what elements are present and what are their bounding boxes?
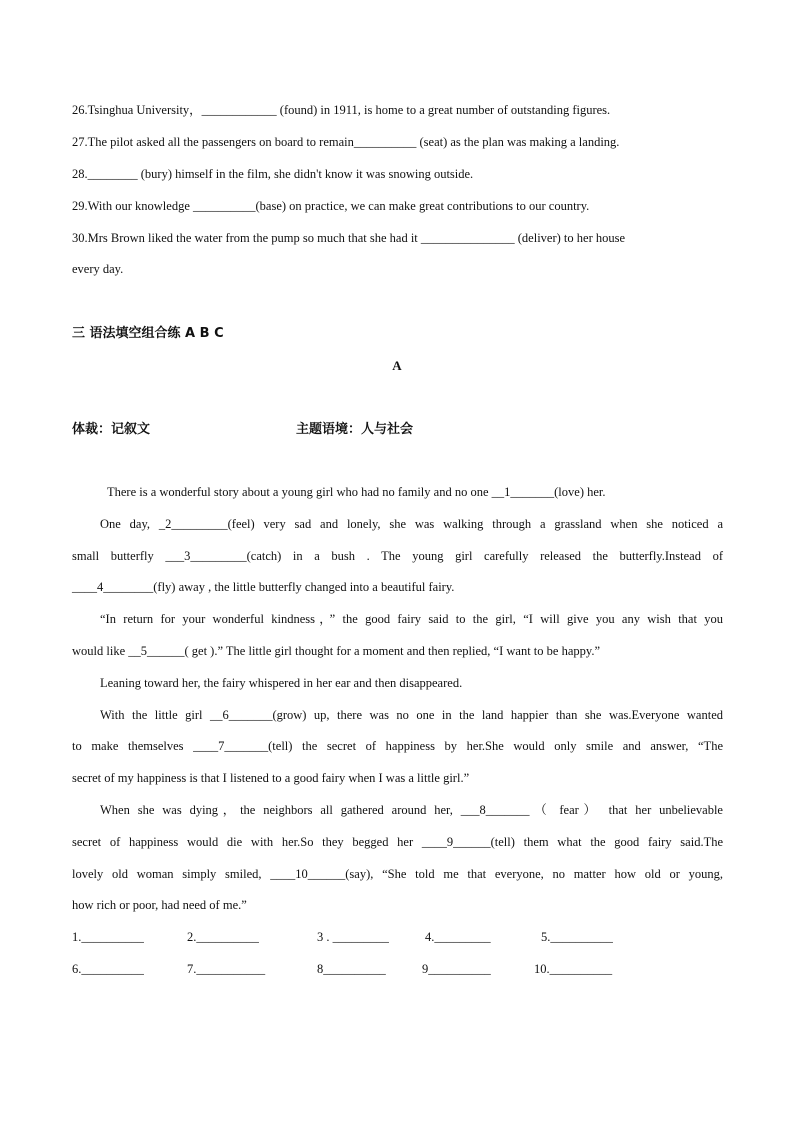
passage-line-1: There is a wonderful story about a young girl who had no family and no one __1_______(love) her. — [107, 485, 606, 499]
passage-line-12: secret of happiness would die with her.So they begged her ____9______(tell) them what the good fairy said.The — [72, 835, 723, 849]
passage-line-4: ____4________(fly) away , the little butterfly changed into a beautiful fairy. — [72, 580, 455, 594]
answer-blank-4[interactable]: 4._________ — [425, 930, 491, 944]
exercise-29: 29.With our knowledge __________(base) on practice, we can make great contributions to our country. — [72, 199, 590, 213]
passage-line-2: One day, _2_________(feel) very sad and lonely, she was walking through a grassland when she noticed a — [100, 517, 723, 531]
passage-line-3: small butterfly ___3_________(catch) in a bush . The young girl carefully released the butterfly.Instead of — [72, 549, 723, 563]
answer-blank-8[interactable]: 8__________ — [317, 962, 386, 976]
exercise-27: 27.The pilot asked all the passengers on board to remain__________ (seat) as the plan was making a landing. — [72, 135, 620, 149]
answer-blank-1[interactable]: 1.__________ — [72, 930, 144, 944]
passage-line-10: secret of my happiness is that I listened to a good fairy when I was a little girl.” — [72, 771, 470, 785]
answer-blank-6[interactable]: 6.__________ — [72, 962, 144, 976]
exercise-30-continuation: every day. — [72, 262, 124, 276]
genre-label: 体裁：记叙文 — [72, 422, 151, 437]
passage-line-14: how rich or poor, had need of me.” — [72, 898, 247, 912]
answer-blank-7[interactable]: 7.___________ — [187, 962, 266, 976]
passage-line-11: When she was dying，the neighbors all gathered around her, ___8_______（ fear） that her unbelievable — [100, 803, 723, 817]
exercise-28: 28.________ (bury) himself in the film, she didn't know it was snowing outside. — [72, 167, 474, 181]
exercise-26: 26.Tsinghua University，____________ (found) in 1911, is home to a great number of outstanding figures. — [72, 103, 611, 117]
passage-line-6: would like __5______( get ).” The little girl thought for a moment and then replied, “I want to be happy.” — [72, 644, 600, 658]
answer-blank-3[interactable]: 3 . _________ — [317, 930, 389, 944]
theme-label: 主题语境：人与社会 — [296, 422, 414, 437]
answer-blank-2[interactable]: 2.__________ — [187, 930, 259, 944]
answer-blank-5[interactable]: 5.__________ — [541, 930, 613, 944]
section-title: 三 语法填空组合练 A B C — [72, 326, 224, 341]
passage-line-7: Leaning toward her, the fairy whispered in her ear and then disappeared. — [100, 676, 463, 690]
answer-blank-10[interactable]: 10.__________ — [534, 962, 613, 976]
passage-line-8: With the little girl __6_______(grow) up, there was no one in the land happier than she was.Everyone wanted — [100, 708, 723, 722]
part-label: A — [392, 358, 402, 373]
exercise-30: 30.Mrs Brown liked the water from the pump so much that she had it _______________ (deliver) to her house — [72, 231, 626, 245]
passage-line-13: lovely old woman simply smiled, ____10______(say), “She told me that everyone, no matter how old or young, — [72, 867, 723, 881]
answer-blank-9[interactable]: 9__________ — [422, 962, 491, 976]
passage-line-5: “In return for your wonderful kindness，” the good fairy said to the girl, “I will give you any wish that you — [100, 612, 723, 626]
passage-line-9: to make themselves ____7_______(tell) the secret of happiness by her.She would only smile and answer, “The — [72, 739, 723, 753]
